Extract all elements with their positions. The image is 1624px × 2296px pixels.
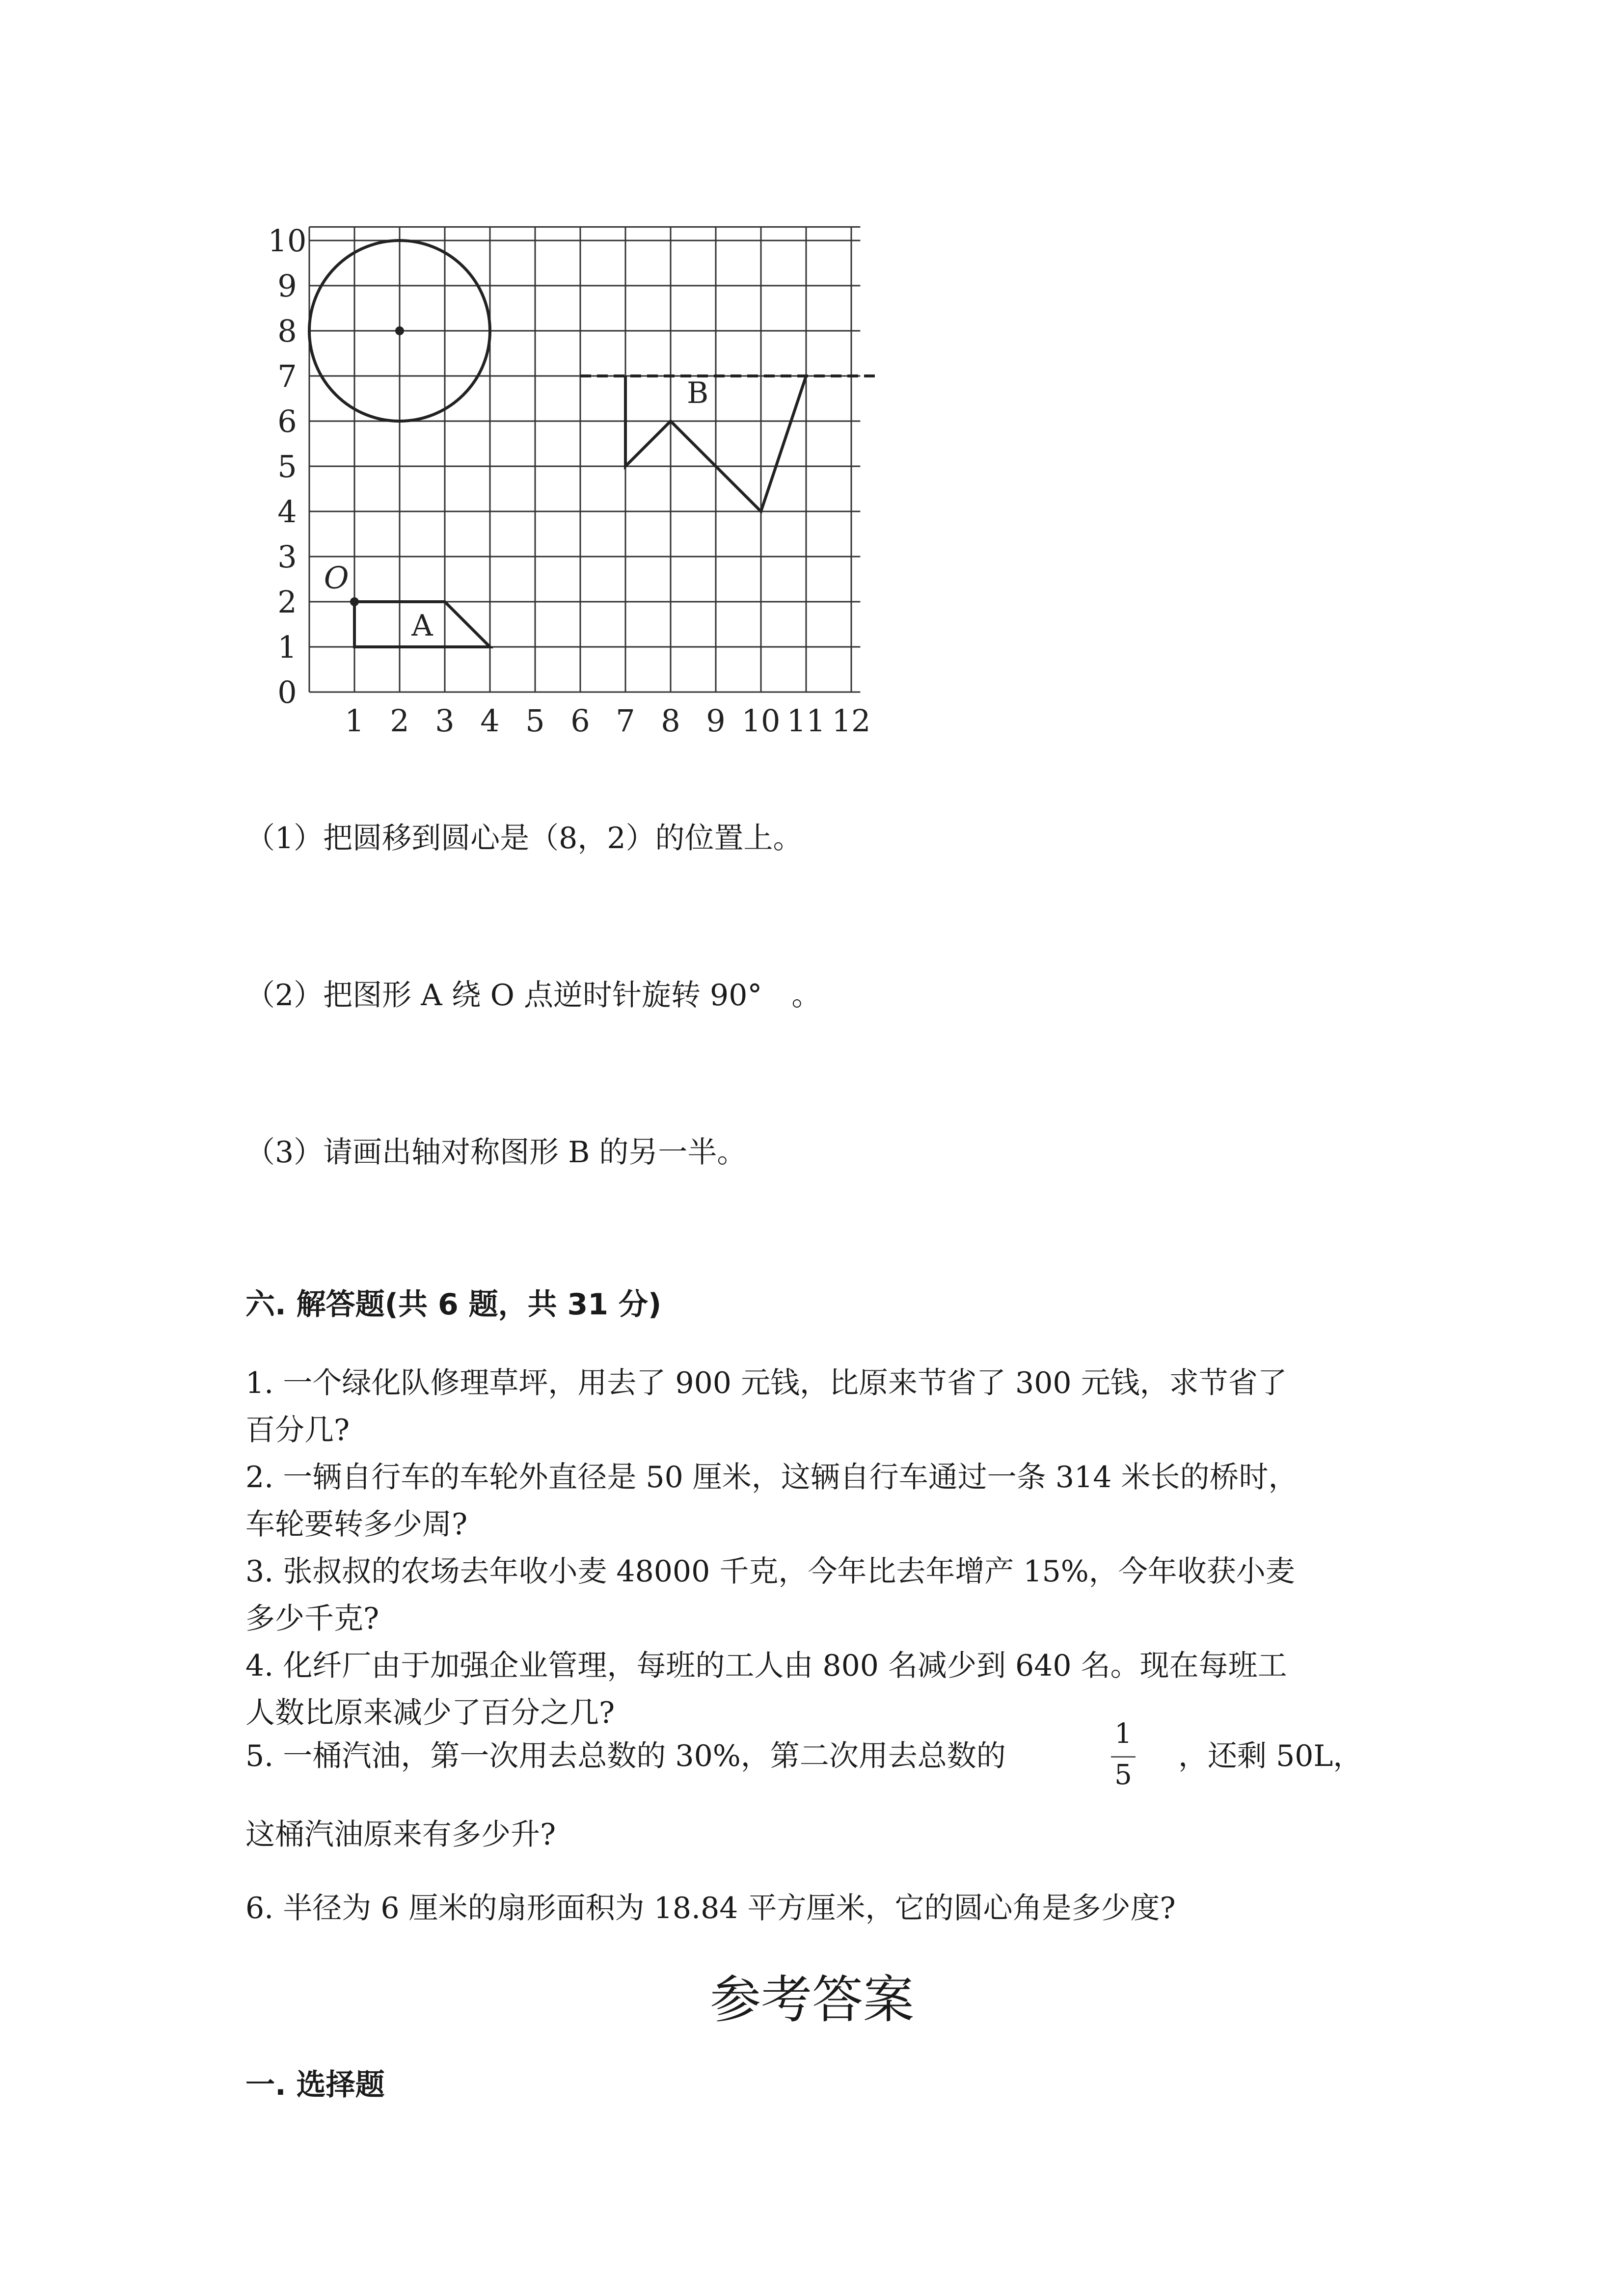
problem-1 [245, 1360, 1287, 1454]
problem-5-line-1: 5. 一桶汽油，第一次用去总数的 30%，第二次用去总数的 [245, 1739, 1006, 1773]
y-axis-labels [268, 223, 307, 710]
problem-1-line-1: 1. 一个绿化队修理草坪，用去了 900 元钱，比原来节省了 300 元钱，求节省了 [245, 1366, 1287, 1400]
x-tick-label: 9 [706, 703, 726, 739]
problem-3 [245, 1548, 1295, 1642]
y-tick-label: 5 [277, 449, 297, 484]
y-tick-label: 3 [277, 539, 297, 575]
problem-4-line-2: 人数比原来减少了百分之几? [245, 1696, 615, 1730]
problem-5-line-1-tail: ，还剩 50L， [1178, 1739, 1363, 1773]
coordinate-grid-figure [255, 201, 893, 741]
y-tick-label: 7 [277, 358, 297, 394]
answers-title: 参考答案 [709, 1970, 914, 2029]
sub-question-2: （2）把图形 A 绕 O 点逆时针旋转 90° 。 [245, 978, 821, 1013]
x-tick-label: 5 [525, 703, 545, 739]
y-tick-label: 0 [277, 674, 297, 710]
y-tick-label: 8 [277, 313, 297, 349]
fraction-numerator: 1 [1114, 1718, 1132, 1750]
circle-center-dot [395, 326, 404, 335]
problem-6: 6. 半径为 6 厘米的扇形面积为 18.84 平方厘米，它的圆心角是多少度? [245, 1891, 1176, 1925]
sub-question-3: （3）请画出轴对称图形 B 的另一半。 [245, 1135, 747, 1170]
answers-section-1-heading: 一. 选择题 [245, 2068, 385, 2102]
x-tick-label: 2 [390, 703, 409, 739]
x-tick-label: 10 [741, 703, 781, 739]
point-o-dot [350, 597, 359, 606]
x-tick-label: 8 [661, 703, 680, 739]
y-tick-label: 10 [268, 223, 307, 259]
y-tick-label: 4 [277, 494, 297, 530]
x-tick-label: 4 [480, 703, 500, 739]
problem-2 [245, 1454, 1298, 1548]
fraction-denominator: 5 [1114, 1759, 1132, 1791]
x-tick-label: 11 [786, 703, 826, 739]
figure-shapes [309, 240, 878, 647]
x-tick-label: 3 [435, 703, 455, 739]
y-tick-label: 9 [277, 268, 297, 304]
x-tick-label: 7 [616, 703, 635, 739]
y-tick-label: 6 [277, 403, 297, 439]
problem-5-line-2: 这桶汽油原来有多少升? [245, 1817, 556, 1852]
label-b: B [687, 376, 709, 411]
problem-3-line-1: 3. 张叔叔的农场去年收小麦 48000 千克，今年比去年增产 15%，今年收获小麦 [245, 1554, 1295, 1589]
fraction-bar [1111, 1756, 1136, 1758]
sub-question-1: （1）把圆移到圆心是（8，2）的位置上。 [245, 821, 803, 855]
x-tick-label: 6 [570, 703, 590, 739]
x-tick-label: 12 [832, 703, 871, 739]
label-a: A [411, 609, 433, 643]
section-6-heading: 六. 解答题(共 6 题，共 31 分) [245, 1287, 662, 1322]
problem-4-line-1: 4. 化纤厂由于加强企业管理，每班的工人由 800 名减少到 640 名。现在每班工 [245, 1649, 1287, 1683]
y-tick-label: 2 [277, 584, 297, 620]
problem-3-line-2: 多少千克? [245, 1602, 379, 1636]
y-tick-label: 1 [277, 629, 297, 665]
problem-2-line-2: 车轮要转多少周? [245, 1507, 468, 1542]
label-o: O [324, 560, 349, 596]
problem-2-line-1: 2. 一辆自行车的车轮外直径是 50 厘米，这辆自行车通过一条 314 米长的桥时， [245, 1460, 1298, 1495]
x-axis-labels [345, 703, 870, 739]
x-tick-label: 1 [345, 703, 364, 739]
problem-1-line-2: 百分几? [245, 1413, 350, 1447]
